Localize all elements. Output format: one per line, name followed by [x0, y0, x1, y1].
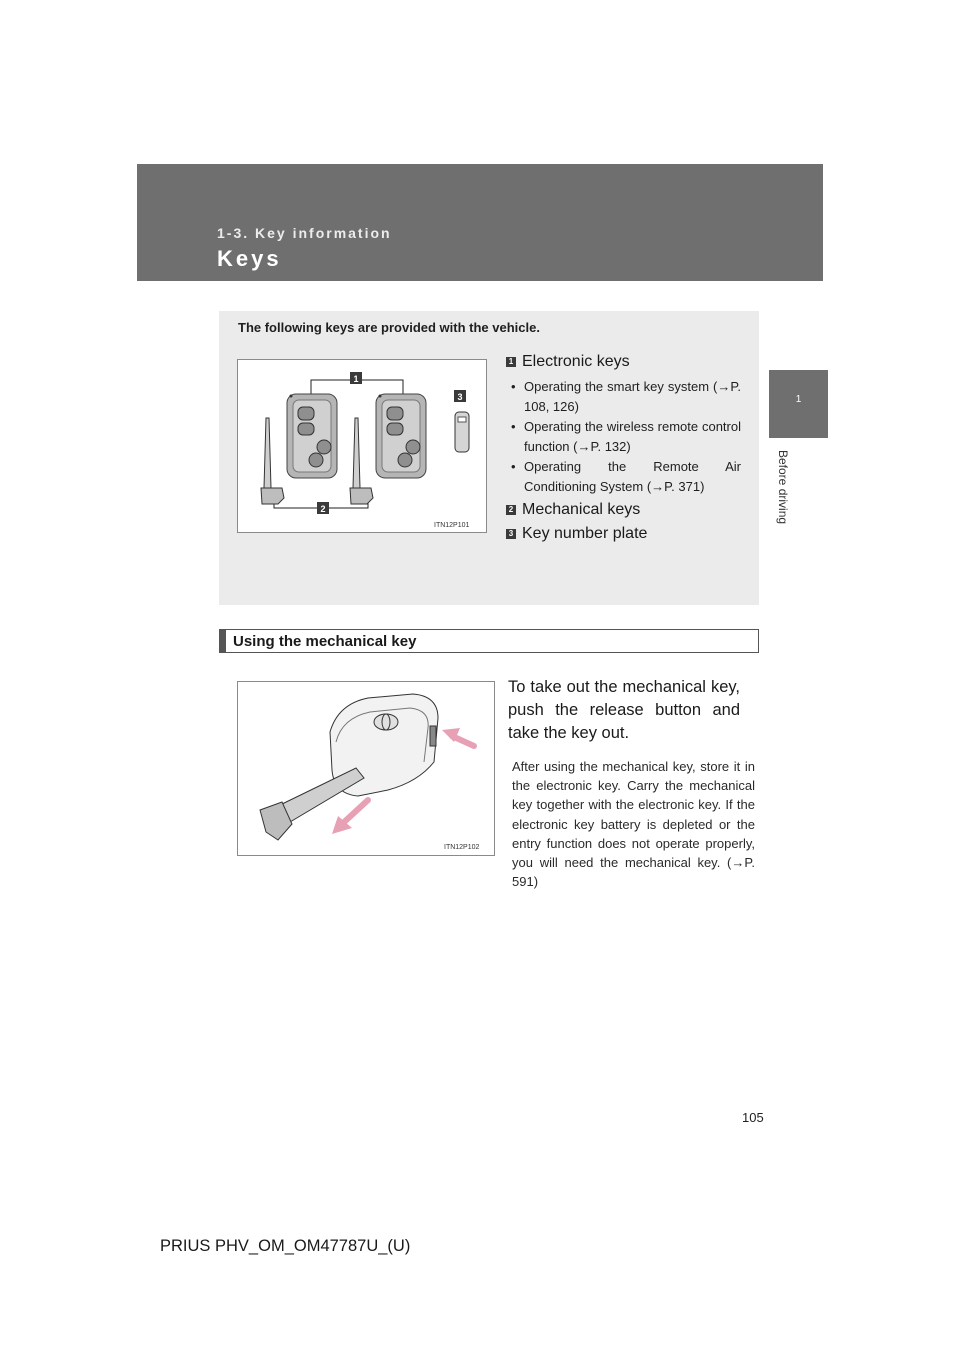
legend-item-key-number-plate [506, 525, 741, 543]
figure-code: ITN12P101 [434, 522, 470, 529]
legend-marker-3: 3 [506, 529, 516, 539]
chapter-tab[interactable] [769, 370, 828, 438]
legend-marker-1: 1 [506, 357, 516, 367]
legend-item-mechanical-keys [506, 501, 741, 519]
intro-box [219, 311, 759, 605]
legend-label: Mechanical keys [522, 501, 641, 518]
legend [506, 353, 741, 543]
mechanical-key-figure [237, 681, 495, 856]
list-item: • Operating the smart key system (→P. 108, 126) [506, 377, 741, 417]
legend-item-electronic-keys [506, 353, 741, 371]
mechanical-key-right [350, 418, 373, 504]
figure-code: ITN12P102 [444, 844, 480, 851]
mechanical-key-illustration [238, 682, 494, 855]
chapter-tab-label: Before driving [776, 450, 790, 525]
legend-label: Electronic keys [522, 353, 630, 370]
legend-marker-2: 2 [506, 505, 516, 515]
electronic-key-left [287, 394, 337, 478]
section-heading-text: Using the mechanical key [233, 632, 417, 650]
pull-out-arrow [332, 800, 368, 834]
mechanical-key-blade [260, 768, 364, 840]
keys-illustration [238, 360, 486, 532]
electronic-key-right [376, 394, 426, 478]
section-number: 1-3. Key information [217, 225, 392, 241]
list-item: • Operating the wireless remote control function (→P. 132) [506, 417, 741, 457]
mechanical-key-left [261, 418, 284, 504]
section-heading [219, 629, 759, 653]
page-title: Keys [217, 246, 282, 271]
instruction-paragraph: To take out the mechanical key, push the release button and take the key out. [508, 678, 740, 742]
push-release-arrow [442, 728, 474, 746]
page-number: 105 [742, 1110, 764, 1125]
key-number-plate [455, 412, 469, 452]
chapter-tab-number: 1 [795, 394, 802, 405]
keys-figure [237, 359, 487, 533]
list-item: • Operating the Remote Air Conditioning System (→P. 371) [506, 457, 741, 497]
chapter-header [137, 164, 823, 281]
heading-bar [220, 630, 226, 652]
legend-label: Key number plate [522, 525, 648, 542]
intro-text: The following keys are provided with the vehicle. [238, 320, 540, 335]
note-paragraph: After using the mechanical key, store it in the electronic key. Carry the mechanical key together with the electronic key. If the electronic key battery is depleted or the entry function does not operate properly, you will need the mechanical key. (→P. 591) [512, 759, 755, 890]
callout-3-label: 3 [457, 392, 463, 402]
document-code: PRIUS PHV_OM_OM47787U_(U) [160, 1237, 411, 1255]
electronic-keys-functions [506, 377, 741, 497]
callout-1-label: 1 [353, 374, 359, 384]
callout-2-label: 2 [320, 504, 326, 514]
